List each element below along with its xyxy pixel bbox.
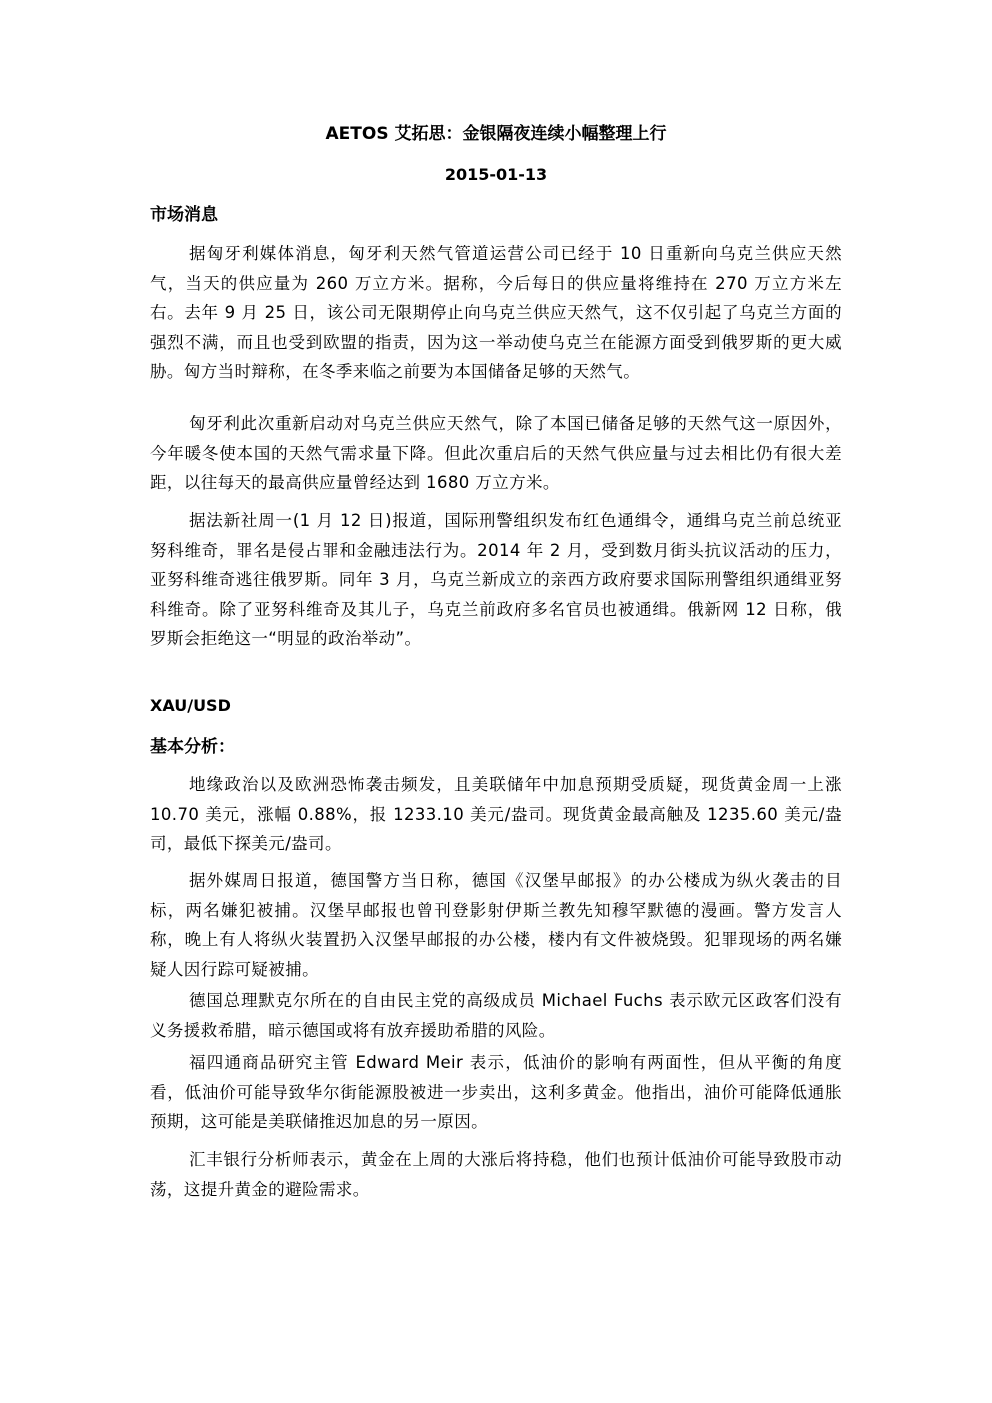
paragraph: 福四通商品研究主管 Edward Meir 表示，低油价的影响有两面性，但从平衡的角度看，低油价可能导致华尔街能源股被进一步卖出，这利多黄金。他指出，油价可能降低通胀预期，这可能是美联储推迟加息的另一原因。 [150,1053,842,1132]
paragraph: 德国总理默克尔所在的自由民主党的高级成员 Michael Fuchs 表示欧元区政客们没有义务援救希腊，暗示德国或将有放弃援助希腊的风险。 [150,991,842,1040]
paragraph: 据法新社周一(1 月 12 日)报道，国际刑警组织发布红色通缉令，通缉乌克兰前总统亚努科维奇，罪名是侵占罪和金融违法行为。2014 年 2 月，受到数月街头抗议活动的压力，亚努科维奇逃往俄罗斯。同年 3 月，乌克兰新成立的亲西方政府要求国际刑警组织通缉亚努科维奇。除了亚努科维奇及其儿子，乌克兰前政府多名官员也被通缉。俄新网 12 日称，俄罗斯会拒绝这一“明显的政治举动”。 [150,511,842,649]
section-heading-market-news: 市场消息 [150,205,218,225]
paragraph: 匈牙利此次重新启动对乌克兰供应天然气，除了本国已储备足够的天然气这一原因外，今年暖冬使本国的天然气需求量下降。但此次重启后的天然气供应量与过去相比仍有很大差距，以往每天的最高供应量曾经达到 1680 万立方米。 [150,414,842,493]
paragraph: 汇丰银行分析师表示，黄金在上周的大涨后将持稳，他们也预计低油价可能导致股市动荡，这提升黄金的避险需求。 [150,1150,842,1199]
section-heading-analysis: 基本分析： [150,737,235,757]
section-heading-symbol: XAU/USD [150,696,231,715]
paragraph: 据匈牙利媒体消息，匈牙利天然气管道运营公司已经于 10 日重新向乌克兰供应天然气，当天的供应量为 260 万立方米。据称，今后每日的供应量将维持在 270 万立方米左右。去年 9 月 25 日，该公司无限期停止向乌克兰供应天然气，这不仅引起了乌克兰方面的强烈不满，而且也受到欧盟的指责，因为这一举动使乌克兰在能源方面受到俄罗斯的更大威胁。匈方当时辩称，在冬季来临之前要为本国储备足够的天然气。 [150,244,842,382]
document-title: AETOS 艾拓思：金银隔夜连续小幅整理上行 [325,124,667,144]
paragraph: 地缘政治以及欧洲恐怖袭击频发，且美联储年中加息预期受质疑，现货黄金周一上涨 10.70 美元，涨幅 0.88%，报 1233.10 美元/盎司。现货黄金最高触及 1235.60 美元/盎司，最低下探美元/盎司。 [150,775,842,854]
document-date: 2015-01-13 [444,165,548,184]
paragraph: 据外媒周日报道，德国警方当日称，德国《汉堡早邮报》的办公楼成为纵火袭击的目标，两名嫌犯被捕。汉堡早邮报也曾刊登影射伊斯兰教先知穆罕默德的漫画。警方发言人称，晚上有人将纵火装置扔入汉堡早邮报的办公楼，楼内有文件被烧毁。犯罪现场的两名嫌疑人因行踪可疑被捕。 [150,871,842,979]
